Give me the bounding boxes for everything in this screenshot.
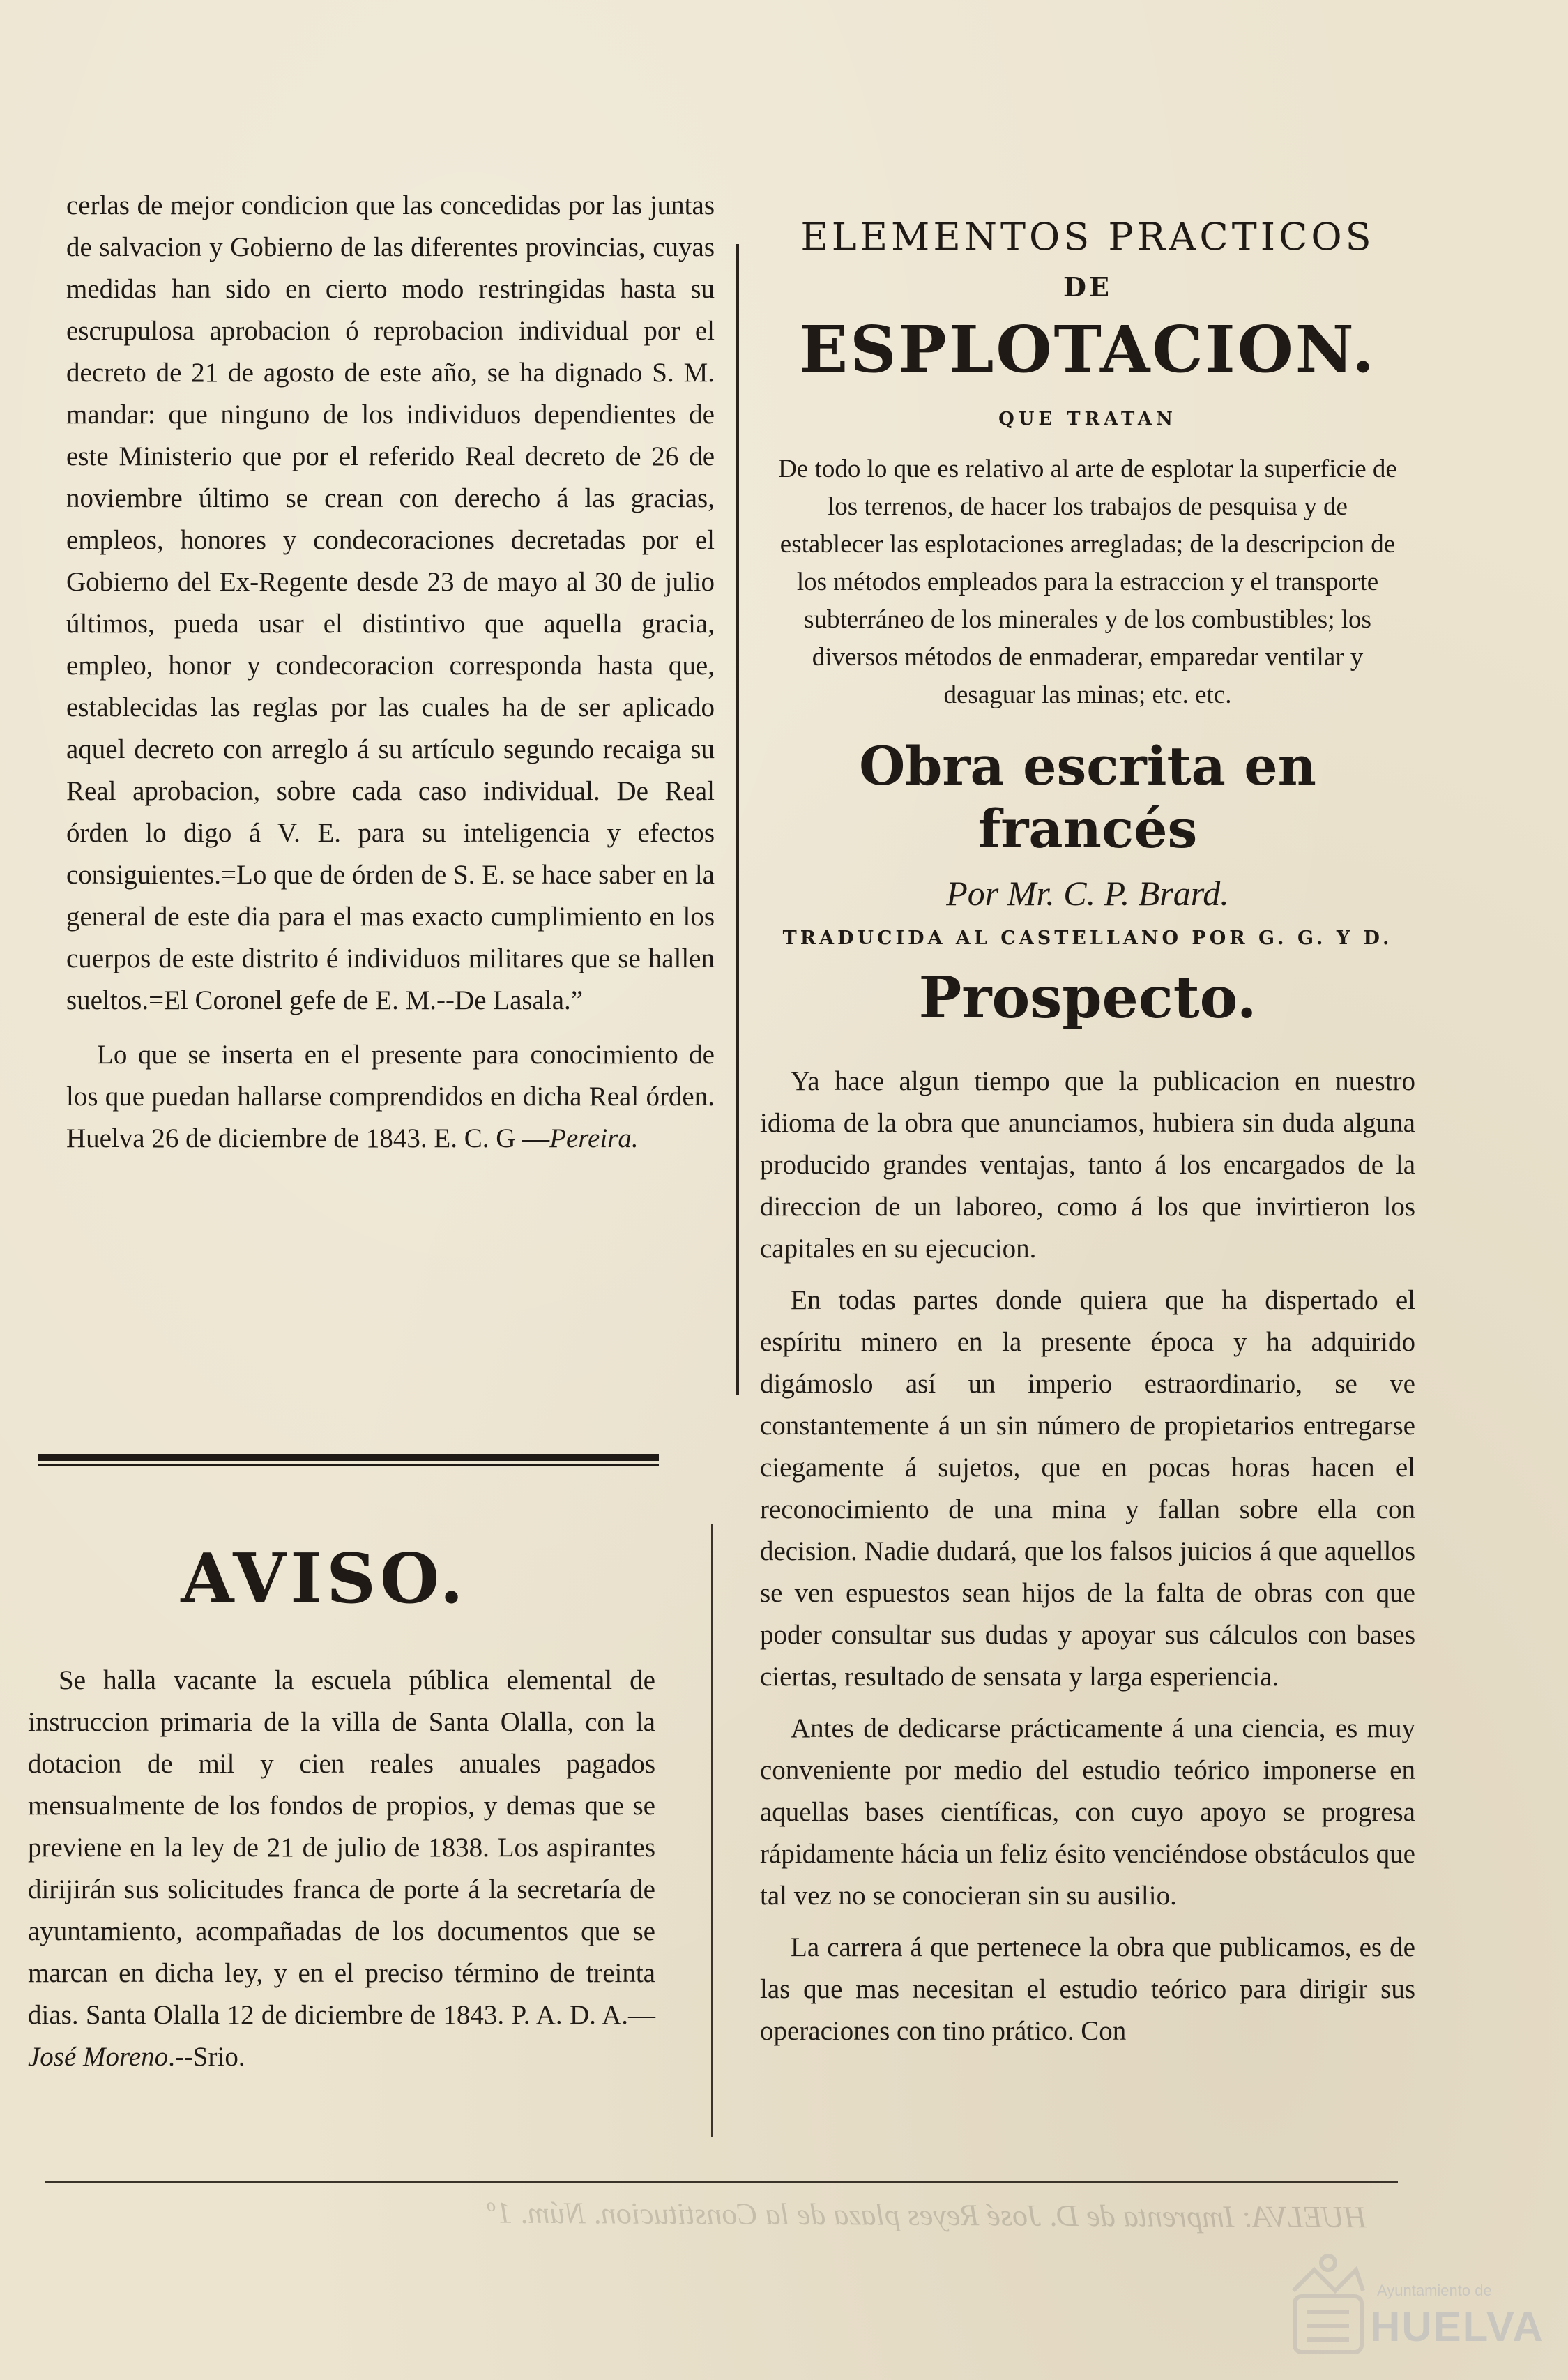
prospecto-paragraph-3: Antes de dedicarse prácticamente á una ciencia, es muy conveniente por medio del estudio teórico imponerse en aquellas bases científicas, con cuyo apoyo se progresa rápidamente hácia un feliz ésito venciéndose obstáculos que tal vez no se conocieran sin su ausilio. xyxy=(760,1713,1415,1911)
decree-continuation-paragraph: cerlas de mejor condicion que las concedidas por las juntas de salvacion y Gobierno de las diferentes provincias, cuyas medidas han sido en cierto modo restringidas hasta su escrupulosa aprobacion ó reprobacion individual por el decreto de 21 de agosto de este año, se ha dignado S. M. mandar: que ninguno de los individuos dependientes de este Ministerio que por el referido Real decreto de 26 de noviembre último se crean con derecho á las gracias, empleos, honores y condecoraciones decretadas por el Gobierno del Ex-Regente desde 23 de mayo al 30 de julio últimos, pueda usar el distintivo que aquella gracia, empleo, honor y condecoracion corresponda hasta que, establecidas las reglas por las cuales ha de ser aplicado aquel decreto con arreglo á su artículo segundo recaiga su Real aprobacion, sobre cada caso individual. De Real órden lo digo á V. E. para su inteligencia y efectos consiguientes.=Lo que de órden de S. E. se hace saber en la general de este dia para el mas exacto cumplimiento en los cuerpos de este distrito é individuos militares que se hallen sueltos.=El Coronel gefe de E. M.--De Lasala.” xyxy=(66,190,715,1015)
left-column xyxy=(66,185,715,1160)
aviso-paragraph xyxy=(28,1660,655,2078)
book-subtitle-line: ELEMENTOS PRACTICOS xyxy=(800,215,1375,259)
stamp-big-text: HUELVA xyxy=(1370,2303,1544,2350)
aviso-tail: .--Srio. xyxy=(168,2042,245,2072)
book-translator-line: TRADUCIDA AL CASTELLANO POR G. G. Y D. xyxy=(782,927,1393,949)
pereira-signature: Pereira. xyxy=(549,1123,639,1153)
book-advertisement xyxy=(760,181,1415,2062)
insertion-note-paragraph xyxy=(66,1034,715,1160)
book-author-line: Por Mr. C. P. Brard. xyxy=(946,874,1229,913)
column-divider xyxy=(736,244,739,1395)
book-obra-line: Obra escrita en francés xyxy=(859,735,1316,860)
stamp-small-text: Ayuntamiento de xyxy=(1377,2282,1492,2299)
prospecto-paragraph-2: En todas partes donde quiera que ha dispertado el espíritu minero en la presente época y ha adquirido digámoslo así un imperio estraordinario, se ve constantemente á un sin número de propietarios entregarse ciegamente á sujetos, que en pocas horas hacen el reconocimiento de una mina y fallan sobre ella con decision. Nadie dudará, que los falsos juicios á que aquellos se ven espuestos sean hijos de la falta de obras con que poder consultar sus dudas y apoyar sus cálculos con bases ciertas, resultado de sensata y larga esperiencia. xyxy=(760,1285,1415,1692)
footer-rule xyxy=(45,2181,1398,2183)
aviso-text: Se halla vacante la escuela pública elemental de instruccion primaria de la villa de Santa Olalla, con la dotacion de mil y cien reales anuales pagados mensualmente de los fondos de propios, y demas que se previene en la ley de 21 de julio de 1838. Los aspirantes dirijirán sus solicitudes franca de porte á la secretaría de ayuntamiento, acompañadas de los documentos que se marcan en dicha ley, y en el preciso término de treinta dias. Santa Olalla 12 de diciembre de 1843. P. A. D. A.— xyxy=(28,1665,655,2030)
aviso-heading: AVISO. xyxy=(181,1539,468,1619)
book-title: ESPLOTACION. xyxy=(798,312,1377,387)
moreno-signature: José Moreno xyxy=(28,2042,169,2072)
aviso-body xyxy=(28,1660,655,2078)
prospecto-paragraph-4: La carrera á que pertenece la obra que publicamos, es de las que mas necesitan el estudio teórico para dirigir sus operaciones con tino prático. Con xyxy=(760,1932,1415,2046)
prospecto-heading: Prospecto. xyxy=(918,964,1257,1031)
prospecto-body xyxy=(760,1061,1415,2052)
book-de-line: DE xyxy=(1063,271,1112,303)
column-divider-lower xyxy=(711,1524,713,2137)
book-description: De todo lo que es relativo al arte de esplotar la superficie de los terrenos, de hacer los trabajos de pesquisa y de establecer las esplotaciones arregladas; de la descripcion de los métodos empleados para la estraccion y el transporte subterráneo de los minerales y de los combustibles; los diversos métodos de enmaderar, emparedar ventilar y desaguar las minas; etc. etc. xyxy=(778,455,1397,709)
insertion-note-text: Lo que se inserta en el presente para conocimiento de los que puedan hallarse comprendidos en dicha Real órden. Huelva 26 de diciembre de 1843. E. C. G — xyxy=(66,1040,715,1153)
section-separator-rule xyxy=(38,1454,659,1469)
prospecto-paragraph-1: Ya hace algun tiempo que la publicacion en nuestro idioma de la obra que anunciamos, hubiera sin duda alguna producido grandes ventajas, tanto á los encargados de la direccion de un laboreo, como á los que invirtieron los capitales en su ejecucion. xyxy=(760,1066,1415,1264)
bleed-through-imprint: HUELVA: Imprenta de D. José Reyes plaza de la Constitucion. Núm. 1º xyxy=(487,2195,1367,2235)
book-que-tratan: QUE TRATAN xyxy=(998,409,1177,430)
